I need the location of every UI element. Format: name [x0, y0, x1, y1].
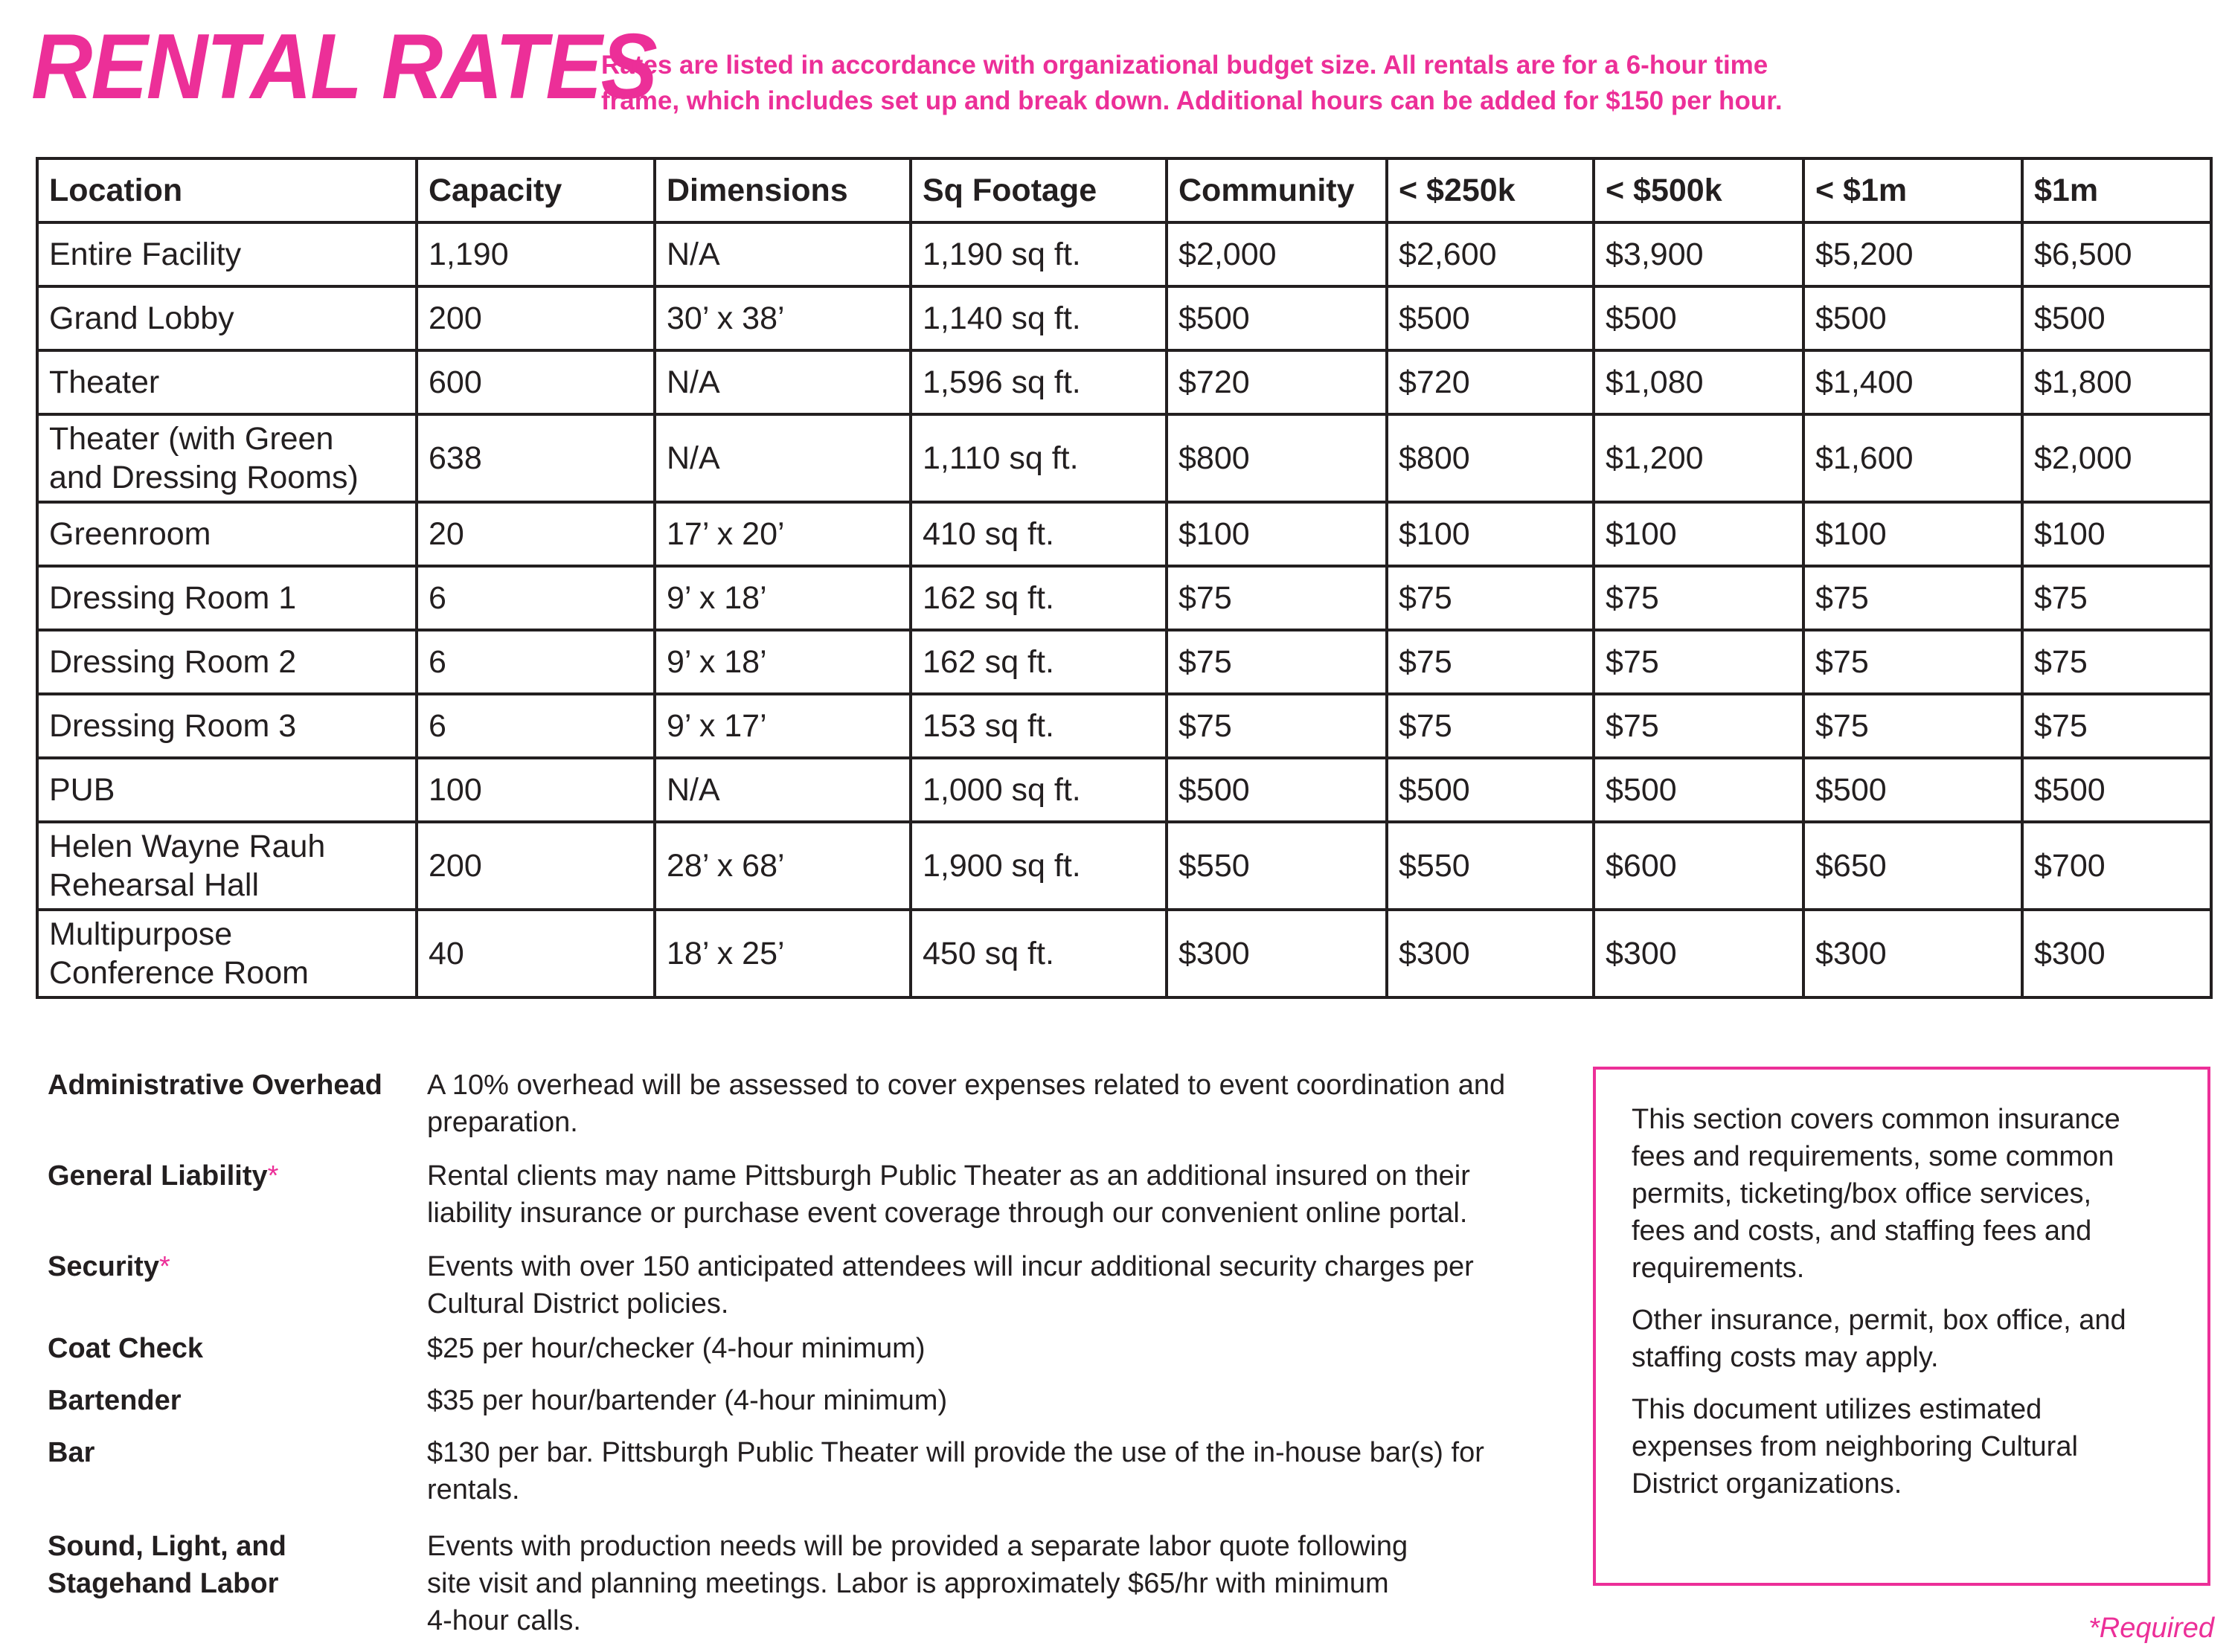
cell-community: $500 [1167, 758, 1387, 822]
location-line: Dressing Room 3 [49, 708, 297, 744]
cell-dimensions: 9’ x 18’ [655, 630, 911, 694]
table-row [37, 502, 2211, 566]
cell-sq-footage: 1,140 sq ft. [911, 286, 1167, 350]
cell-1m: $100 [2022, 502, 2211, 566]
header-sq-footage: Sq Footage [911, 158, 1167, 222]
note-text [427, 1528, 1603, 1639]
note-text-line: 4-hour calls. [427, 1605, 581, 1636]
cell-capacity: 6 [417, 694, 655, 758]
header-1m: $1m [2022, 158, 2211, 222]
cell-capacity: 40 [417, 910, 655, 997]
note-text-line: preparation. [427, 1107, 578, 1138]
note-label-text: Bartender [48, 1385, 182, 1416]
header-under-500k: < $500k [1594, 158, 1803, 222]
location-line: Grand Lobby [49, 300, 234, 336]
note-text-line: site visit and planning meetings. Labor is approximately $65/hr with minimum [427, 1568, 1389, 1599]
cell-community: $75 [1167, 694, 1387, 758]
insurance-info-box [1593, 1067, 2210, 1586]
required-marker: * [158, 1251, 170, 1282]
cell-dimensions: 30’ x 38’ [655, 286, 911, 350]
info-line: expenses from neighboring Cultural [1632, 1431, 2078, 1462]
cell-community: $550 [1167, 822, 1387, 910]
cell-under-250k: $75 [1387, 630, 1594, 694]
cell-community: $100 [1167, 502, 1387, 566]
note-text [427, 1157, 1603, 1232]
cell-location [37, 502, 417, 566]
info-paragraph [1632, 1101, 2178, 1287]
cell-sq-footage: 410 sq ft. [911, 502, 1167, 566]
cell-location [37, 822, 417, 910]
table-row [37, 822, 2211, 910]
cell-community: $800 [1167, 414, 1387, 502]
cell-sq-footage: 450 sq ft. [911, 910, 1167, 997]
note-label-text: Security [48, 1251, 159, 1282]
note-label [48, 1248, 420, 1285]
info-line: staffing costs may apply. [1632, 1342, 1939, 1373]
required-footnote: *Required [2088, 1613, 2214, 1644]
header-location: Location [37, 158, 417, 222]
info-line: fees and costs, and staffing fees and [1632, 1215, 2092, 1247]
cell-under-1m: $1,600 [1803, 414, 2022, 502]
cell-under-500k: $1,080 [1594, 350, 1803, 414]
location-line: Helen Wayne Rauh [49, 829, 326, 864]
info-line: This section covers common insurance [1632, 1104, 2120, 1135]
cell-location [37, 758, 417, 822]
cell-sq-footage: 1,110 sq ft. [911, 414, 1167, 502]
location-line: Entire Facility [49, 237, 242, 272]
cell-community: $500 [1167, 286, 1387, 350]
cell-under-250k: $300 [1387, 910, 1594, 997]
note-text [427, 1248, 1603, 1322]
cell-capacity: 600 [417, 350, 655, 414]
note-label-text: Sound, Light, and [48, 1531, 286, 1562]
note-label [48, 1528, 420, 1602]
cell-under-250k: $75 [1387, 694, 1594, 758]
info-line: permits, ticketing/box office services, [1632, 1178, 2092, 1209]
cell-under-500k: $75 [1594, 566, 1803, 630]
cell-under-250k: $500 [1387, 758, 1594, 822]
note-label-line [48, 1067, 420, 1104]
note-label [48, 1157, 420, 1195]
cell-sq-footage: 1,596 sq ft. [911, 350, 1167, 414]
cell-capacity: 100 [417, 758, 655, 822]
cell-community: $720 [1167, 350, 1387, 414]
note-label-text: Stagehand Labor [48, 1568, 279, 1599]
intro-line: Rates are listed in accordance with organizational budget size. All rentals are for a 6-hour time [601, 51, 1768, 80]
table-row [37, 694, 2211, 758]
cell-1m: $2,000 [2022, 414, 2211, 502]
info-line: This document utilizes estimated [1632, 1394, 2042, 1425]
cell-1m: $500 [2022, 758, 2211, 822]
table-row [37, 222, 2211, 286]
info-line: requirements. [1632, 1253, 1805, 1284]
cell-under-500k: $75 [1594, 630, 1803, 694]
location-line: Dressing Room 1 [49, 580, 297, 616]
cell-community: $75 [1167, 566, 1387, 630]
location-line: and Dressing Rooms) [49, 460, 359, 495]
note-text [427, 1382, 1603, 1419]
location-line: Theater (with Green [49, 421, 334, 457]
note-text-line: rentals. [427, 1474, 520, 1505]
note-text [427, 1067, 1603, 1141]
cell-1m: $300 [2022, 910, 2211, 997]
cell-location [37, 222, 417, 286]
header-under-1m: < $1m [1803, 158, 2022, 222]
table-row [37, 566, 2211, 630]
info-paragraph [1632, 1391, 2178, 1502]
cell-under-500k: $600 [1594, 822, 1803, 910]
cell-location [37, 286, 417, 350]
cell-under-1m: $650 [1803, 822, 2022, 910]
header-community: Community [1167, 158, 1387, 222]
cell-under-250k: $75 [1387, 566, 1594, 630]
note-label-line [48, 1248, 420, 1285]
location-line: Rehearsal Hall [49, 867, 260, 903]
note-label-text: Bar [48, 1437, 95, 1468]
table-row [37, 286, 2211, 350]
cell-under-1m: $75 [1803, 566, 2022, 630]
table-row [37, 910, 2211, 997]
cell-capacity: 638 [417, 414, 655, 502]
note-text-line: Cultural District policies. [427, 1288, 729, 1320]
cell-under-500k: $300 [1594, 910, 1803, 997]
cell-community: $75 [1167, 630, 1387, 694]
cell-location [37, 630, 417, 694]
cell-under-500k: $3,900 [1594, 222, 1803, 286]
cell-1m: $75 [2022, 630, 2211, 694]
header-under-250k: < $250k [1387, 158, 1594, 222]
cell-sq-footage: 153 sq ft. [911, 694, 1167, 758]
cell-under-1m: $500 [1803, 758, 2022, 822]
cell-location [37, 910, 417, 997]
note-text-line: Rental clients may name Pittsburgh Public Theater as an additional insured on their [427, 1160, 1470, 1192]
cell-under-1m: $75 [1803, 694, 2022, 758]
table-row [37, 630, 2211, 694]
cell-under-250k: $100 [1387, 502, 1594, 566]
note-text-line: $35 per hour/bartender (4-hour minimum) [427, 1385, 948, 1416]
cell-under-250k: $500 [1387, 286, 1594, 350]
cell-location [37, 350, 417, 414]
cell-sq-footage: 1,000 sq ft. [911, 758, 1167, 822]
note-label-line [48, 1157, 420, 1195]
note-label-text: Administrative Overhead [48, 1070, 382, 1101]
cell-1m: $700 [2022, 822, 2211, 910]
note-label-line [48, 1330, 420, 1367]
cell-1m: $75 [2022, 694, 2211, 758]
note-label-line [48, 1565, 420, 1602]
location-line: Theater [49, 364, 160, 400]
cell-dimensions: 9’ x 18’ [655, 566, 911, 630]
note-text-line: liability insurance or purchase event coverage through our convenient online portal. [427, 1198, 1468, 1229]
intro-text [601, 48, 2232, 119]
location-line: Multipurpose [49, 916, 233, 952]
cell-under-250k: $800 [1387, 414, 1594, 502]
note-label [48, 1434, 420, 1471]
cell-community: $300 [1167, 910, 1387, 997]
cell-location [37, 566, 417, 630]
cell-under-1m: $300 [1803, 910, 2022, 997]
cell-1m: $75 [2022, 566, 2211, 630]
cell-under-250k: $720 [1387, 350, 1594, 414]
table-row [37, 414, 2211, 502]
cell-1m: $1,800 [2022, 350, 2211, 414]
cell-dimensions: 17’ x 20’ [655, 502, 911, 566]
cell-location [37, 694, 417, 758]
cell-sq-footage: 1,190 sq ft. [911, 222, 1167, 286]
cell-under-500k: $500 [1594, 286, 1803, 350]
note-label-text: Coat Check [48, 1333, 204, 1364]
location-line: Greenroom [49, 516, 211, 552]
note-label-line [48, 1382, 420, 1419]
location-line: PUB [49, 772, 115, 808]
cell-sq-footage: 162 sq ft. [911, 566, 1167, 630]
page-title: RENTAL RATES [31, 16, 656, 118]
header-dimensions: Dimensions [655, 158, 911, 222]
cell-1m: $6,500 [2022, 222, 2211, 286]
cell-capacity: 1,190 [417, 222, 655, 286]
cell-sq-footage: 1,900 sq ft. [911, 822, 1167, 910]
required-marker: * [267, 1160, 279, 1192]
cell-under-500k: $1,200 [1594, 414, 1803, 502]
cell-1m: $500 [2022, 286, 2211, 350]
cell-under-500k: $100 [1594, 502, 1803, 566]
cell-under-250k: $2,600 [1387, 222, 1594, 286]
intro-line: frame, which includes set up and break down. Additional hours can be added for $150 per hour. [601, 86, 1783, 115]
cell-dimensions: 28’ x 68’ [655, 822, 911, 910]
cell-under-1m: $100 [1803, 502, 2022, 566]
table-header-row [37, 158, 2211, 222]
cell-capacity: 6 [417, 566, 655, 630]
cell-under-1m: $500 [1803, 286, 2022, 350]
cell-dimensions: N/A [655, 350, 911, 414]
note-label-text: General Liability [48, 1160, 268, 1192]
note-label-line [48, 1434, 420, 1471]
note-text-line: Events with production needs will be provided a separate labor quote following [427, 1531, 1408, 1562]
note-label-line [48, 1528, 420, 1565]
info-line: Other insurance, permit, box office, and [1632, 1305, 2126, 1336]
cell-capacity: 200 [417, 286, 655, 350]
cell-dimensions: 9’ x 17’ [655, 694, 911, 758]
cell-capacity: 200 [417, 822, 655, 910]
cell-under-500k: $75 [1594, 694, 1803, 758]
cell-dimensions: N/A [655, 758, 911, 822]
cell-under-1m: $75 [1803, 630, 2022, 694]
info-line: fees and requirements, some common [1632, 1141, 2114, 1172]
cell-under-250k: $550 [1387, 822, 1594, 910]
note-text-line: A 10% overhead will be assessed to cover expenses related to event coordination and [427, 1070, 1506, 1101]
note-text [427, 1434, 1603, 1508]
cell-capacity: 6 [417, 630, 655, 694]
cell-dimensions: N/A [655, 222, 911, 286]
table-row [37, 758, 2211, 822]
info-paragraph [1632, 1302, 2178, 1376]
cell-dimensions: 18’ x 25’ [655, 910, 911, 997]
location-line: Conference Room [49, 955, 309, 991]
location-line: Dressing Room 2 [49, 644, 297, 680]
cell-capacity: 20 [417, 502, 655, 566]
cell-location [37, 414, 417, 502]
note-text [427, 1330, 1603, 1367]
note-label [48, 1382, 420, 1419]
cell-sq-footage: 162 sq ft. [911, 630, 1167, 694]
cell-community: $2,000 [1167, 222, 1387, 286]
table-row [37, 350, 2211, 414]
note-text-line: $25 per hour/checker (4-hour minimum) [427, 1333, 926, 1364]
rental-rates-table [36, 157, 2213, 999]
info-line: District organizations. [1632, 1468, 1902, 1500]
cell-under-1m: $5,200 [1803, 222, 2022, 286]
note-text-line: Events with over 150 anticipated attendees will incur additional security charges per [427, 1251, 1474, 1282]
note-label [48, 1067, 420, 1104]
cell-dimensions: N/A [655, 414, 911, 502]
note-label [48, 1330, 420, 1367]
header-capacity: Capacity [417, 158, 655, 222]
cell-under-500k: $500 [1594, 758, 1803, 822]
note-text-line: $130 per bar. Pittsburgh Public Theater will provide the use of the in-house bar(s) for [427, 1437, 1484, 1468]
cell-under-1m: $1,400 [1803, 350, 2022, 414]
